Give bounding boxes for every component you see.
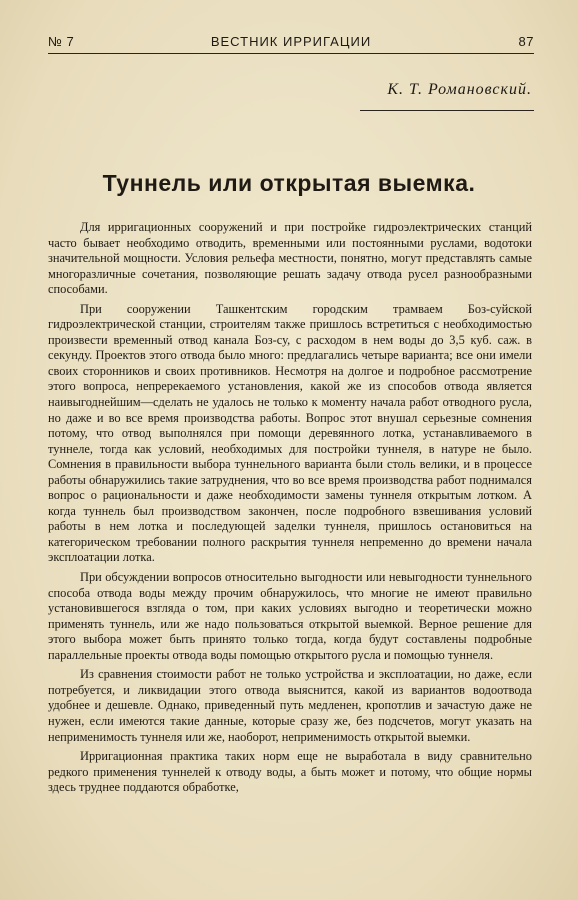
paragraph: Ирригационная практика таких норм еще не выработала в виду сравнительно редкого применения туннелей к отводу воды, а быть может и потому, что общие нормы здесь труднее поддаются обработке,: [48, 749, 532, 795]
issue-number: № 7: [48, 34, 75, 49]
paragraph: При сооружении Ташкентским городским трамваем Боз-суйской гидроэлектрической станции, строителям также пришлось встретиться с необходимостью произвести временный отвод канала Боз-су, с расходом в нем воды до 3,5 куб. саж. в секунду. Проектов этого отвода было много: предлагались четыре варианта; все они имели своих сторонников и своих противников. Несмотря на долгое и подробное рассмотрение этого вопроса, непререкаемого установления, какой же из способов отвода является наивыгоднейшим—сделать не удалось не только к моменту начала работ отводного русла, но даже и во все время производства работы. Вопрос этот внушал серьезные сомнения потому, что отвод выполнялся при помощи деревянного лотка, устанавливаемого в туннеле, тогда как условий, необходимых для постройки туннеля, в натуре не было. Сомнения в правильности выбора туннельного варианта были столь велики, и в процессе работы обнаружились такие затруднения, что во все время производства работ поднимался вопрос о рациональности и даже необходимости замены туннеля открытым лотком. А когда туннель был производством закончен, после подробного взвешивания условий работы в нем лотка и последующей заделки туннеля, пришлось остановиться на категорическом требовании полного раскрытия туннеля непременно до времени начала эксплоатации лотка.: [48, 301, 532, 565]
article-author: К. Т. Романовский.: [387, 81, 532, 98]
author-rule: [360, 110, 534, 111]
header-rule: [48, 53, 534, 54]
paragraph: Из сравнения стоимости работ не только устройства и эксплоатации, но даже, если потребуется, и ликвидации этого отвода выяснится, какой из вариантов водоотвода удобнее и дешевле. Однако, приведенный путь медленен, кропотлив и зачастую даже не нужен, если имеются такие данные, которые сразу же, без подсчетов, могут указать на неприменимость туннеля или же, наоборот, неприменимость открытой выемки.: [48, 667, 532, 744]
article-body: [48, 220, 532, 800]
article-title: Туннель или открытая выемка.: [102, 170, 476, 196]
page-number: 87: [518, 34, 534, 49]
journal-title: ВЕСТНИК ИРРИГАЦИИ: [210, 34, 372, 49]
running-header: [48, 30, 534, 54]
paragraph: При обсуждении вопросов относительно выгодности или невыгодности туннельного способа отвода воды между прочим обнаружилось, что многие не имеют правильно установившегося взгляда о том, при каких условиях выгодно и теоретически можно применять туннель, или же надо пользоваться открытой выемкой. Верное решение для этого выбора может быть принято только тогда, когда будут составлены подробные параллельные проекты отвода воды помощью открытого русла и помощью туннеля.: [48, 570, 532, 662]
paragraph: Для ирригационных сооружений и при постройке гидроэлектрических станций часто бывает необходимо отводить, временными или постоянными руслами, водотоки значительной мощности. Условия рельефа местности, понятно, могут представлять самые многоразличные сочетания, позволяющие решать задачу отвода русел разнообразными способами.: [48, 220, 532, 297]
